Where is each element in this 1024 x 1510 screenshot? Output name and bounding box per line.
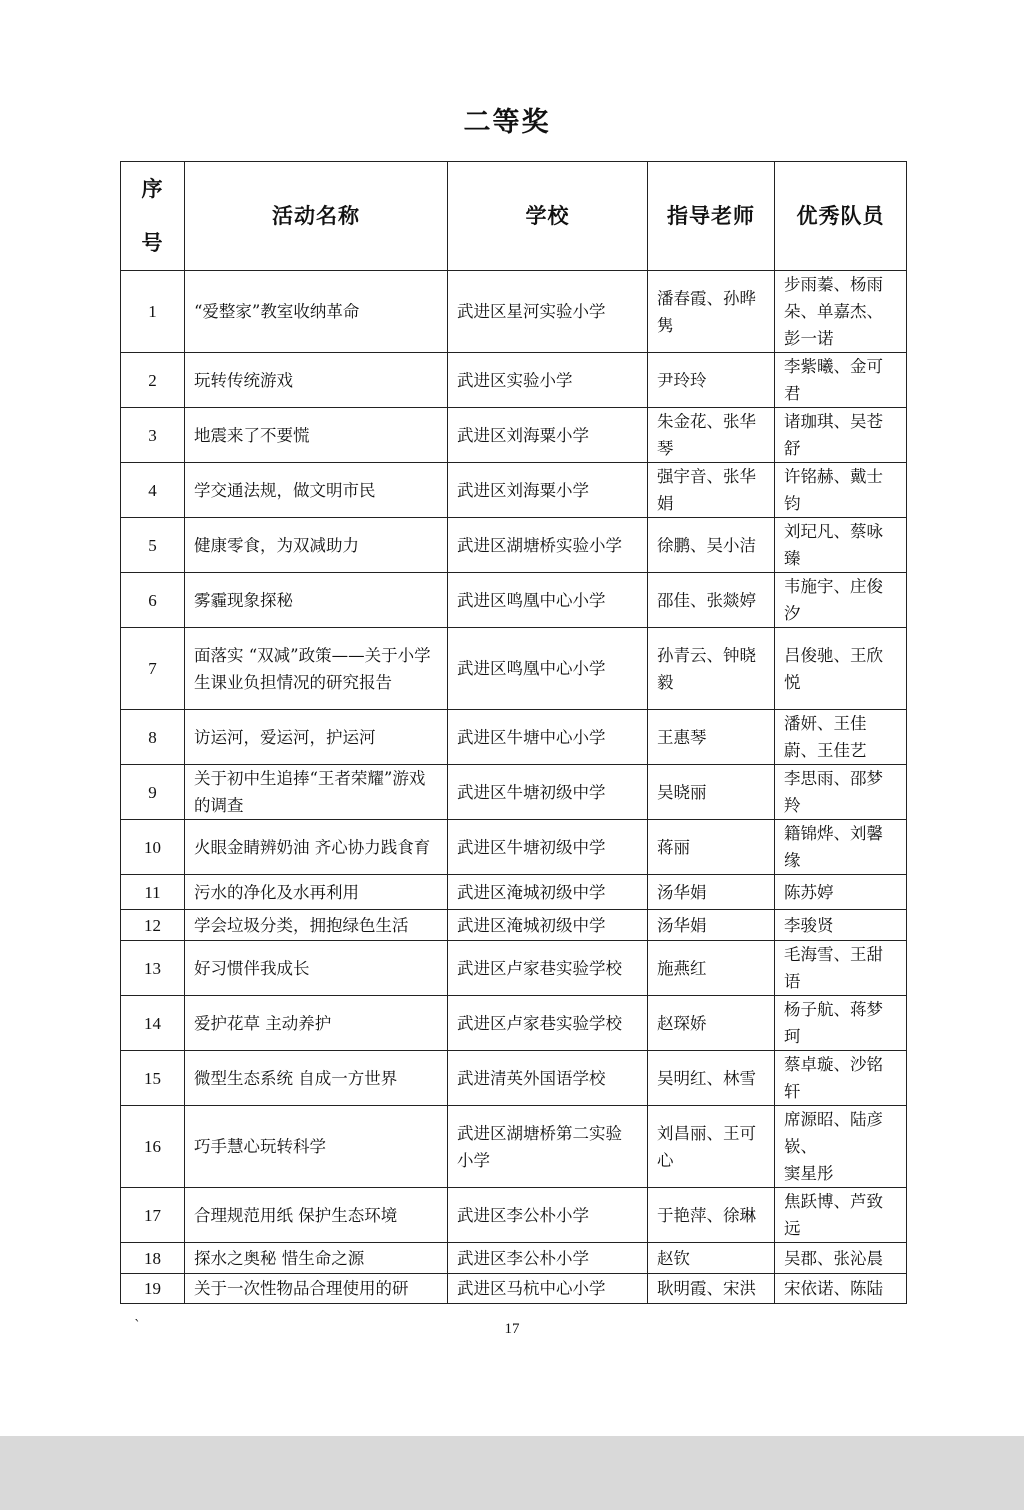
cell-activity: 探水之奥秘 惜生命之源 xyxy=(185,1243,448,1274)
cell-members: 吕俊驰、王欣悦 xyxy=(775,628,907,710)
cell-no: 3 xyxy=(121,408,185,463)
cell-school: 武进区卢家巷实验学校 xyxy=(448,996,648,1051)
cell-activity: 微型生态系统 自成一方世界 xyxy=(185,1051,448,1106)
cell-activity: 学交通法规，做文明市民 xyxy=(185,463,448,518)
cell-activity: 关于初中生追捧“王者荣耀”游戏的调查 xyxy=(185,765,448,820)
cell-no: 12 xyxy=(121,910,185,941)
cell-school: 武进区鸣凰中心小学 xyxy=(448,573,648,628)
table-row xyxy=(121,518,907,573)
table-row xyxy=(121,463,907,518)
header-school: 学校 xyxy=(448,162,648,271)
footer-mark: ` xyxy=(134,1318,141,1334)
cell-members: 杨子航、蒋梦珂 xyxy=(775,996,907,1051)
cell-members: 陈苏婷 xyxy=(775,875,907,910)
header-no-label: 序 号 xyxy=(141,177,164,255)
table-row xyxy=(121,910,907,941)
table-row xyxy=(121,941,907,996)
cell-members: 李骏贤 xyxy=(775,910,907,941)
cell-school: 武进区星河实验小学 xyxy=(448,271,648,353)
cell-no: 18 xyxy=(121,1243,185,1274)
cell-no: 8 xyxy=(121,710,185,765)
cell-school: 武进区鸣凰中心小学 xyxy=(448,628,648,710)
cell-activity: 好习惯伴我成长 xyxy=(185,941,448,996)
cell-teacher: 吴明红、林雪 xyxy=(648,1051,775,1106)
cell-teacher: 赵钦 xyxy=(648,1243,775,1274)
table-row xyxy=(121,1051,907,1106)
cell-teacher: 王惠琴 xyxy=(648,710,775,765)
cell-teacher: 刘昌丽、王可心 xyxy=(648,1106,775,1188)
header-activity: 活动名称 xyxy=(185,162,448,271)
awards-table xyxy=(120,161,907,1304)
table-row xyxy=(121,353,907,408)
table-row xyxy=(121,820,907,875)
cell-teacher: 孙青云、钟晓毅 xyxy=(648,628,775,710)
cell-school: 武进区刘海粟小学 xyxy=(448,463,648,518)
cell-activity: 爱护花草 主动养护 xyxy=(185,996,448,1051)
cell-teacher: 汤华娟 xyxy=(648,875,775,910)
cell-school: 武进区李公朴小学 xyxy=(448,1243,648,1274)
table-row xyxy=(121,271,907,353)
cell-no: 9 xyxy=(121,765,185,820)
table-header-row xyxy=(121,162,907,271)
cell-teacher: 吴晓丽 xyxy=(648,765,775,820)
cell-members: 李思雨、邵梦羚 xyxy=(775,765,907,820)
cell-members: 宋依诺、陈陆 xyxy=(775,1274,907,1304)
cell-members: 籍锦烨、刘馨缘 xyxy=(775,820,907,875)
cell-activity: 健康零食，为双减助力 xyxy=(185,518,448,573)
header-teacher: 指导老师 xyxy=(648,162,775,271)
cell-members: 韦施宇、庄俊汐 xyxy=(775,573,907,628)
table-row xyxy=(121,996,907,1051)
cell-activity: 面落实 “双减”政策——关于小学生课业负担情况的研究报告 xyxy=(185,628,448,710)
cell-activity: “爱整家”教室收纳革命 xyxy=(185,271,448,353)
cell-school: 武进区湖塘桥实验小学 xyxy=(448,518,648,573)
cell-teacher: 尹玲玲 xyxy=(648,353,775,408)
cell-no: 2 xyxy=(121,353,185,408)
header-members: 优秀队员 xyxy=(775,162,907,271)
table-row xyxy=(121,1188,907,1243)
cell-members: 许铭赫、戴士钧 xyxy=(775,463,907,518)
cell-school: 武进区刘海粟小学 xyxy=(448,408,648,463)
cell-school: 武进区实验小学 xyxy=(448,353,648,408)
cell-activity: 污水的净化及水再利用 xyxy=(185,875,448,910)
cell-teacher: 蒋丽 xyxy=(648,820,775,875)
cell-activity: 火眼金睛辨奶油 齐心协力践食育 xyxy=(185,820,448,875)
cell-no: 5 xyxy=(121,518,185,573)
table-row xyxy=(121,628,907,710)
cell-teacher: 朱金花、张华琴 xyxy=(648,408,775,463)
cell-no: 19 xyxy=(121,1274,185,1304)
cell-no: 7 xyxy=(121,628,185,710)
cell-teacher: 汤华娟 xyxy=(648,910,775,941)
cell-no: 14 xyxy=(121,996,185,1051)
page-title: 二等奖 xyxy=(463,107,551,138)
table-row xyxy=(121,1106,907,1188)
cell-teacher: 耿明霞、宋洪 xyxy=(648,1274,775,1304)
cell-no: 13 xyxy=(121,941,185,996)
cell-members: 诸珈琪、吴苍舒 xyxy=(775,408,907,463)
cell-school: 武进区湖塘桥第二实验小学 xyxy=(448,1106,648,1188)
cell-activity: 雾霾现象探秘 xyxy=(185,573,448,628)
cell-teacher: 赵琛娇 xyxy=(648,996,775,1051)
cell-teacher: 徐鹏、吴小洁 xyxy=(648,518,775,573)
cell-activity: 合理规范用纸 保护生态环境 xyxy=(185,1188,448,1243)
table-row xyxy=(121,1274,907,1304)
cell-school: 武进区淹城初级中学 xyxy=(448,910,648,941)
cell-no: 10 xyxy=(121,820,185,875)
cell-members: 毛海雪、王甜语 xyxy=(775,941,907,996)
cell-teacher: 于艳萍、徐琳 xyxy=(648,1188,775,1243)
cell-activity: 巧手慧心玩转科学 xyxy=(185,1106,448,1188)
cell-school: 武进区李公朴小学 xyxy=(448,1188,648,1243)
cell-school: 武进区马杭中心小学 xyxy=(448,1274,648,1304)
cell-no: 16 xyxy=(121,1106,185,1188)
cell-school: 武进区卢家巷实验学校 xyxy=(448,941,648,996)
cell-members: 席源昭、陆彦嵚、 窦星彤 xyxy=(775,1106,907,1188)
cell-teacher: 强宇音、张华娟 xyxy=(648,463,775,518)
cell-school: 武进区牛塘初级中学 xyxy=(448,765,648,820)
cell-no: 17 xyxy=(121,1188,185,1243)
table-row xyxy=(121,1243,907,1274)
cell-school: 武进区淹城初级中学 xyxy=(448,875,648,910)
cell-no: 6 xyxy=(121,573,185,628)
cell-activity: 关于一次性物品合理使用的研 xyxy=(185,1274,448,1304)
cell-no: 1 xyxy=(121,271,185,353)
table-row xyxy=(121,875,907,910)
cell-teacher: 潘春霞、孙晔隽 xyxy=(648,271,775,353)
cell-members: 潘妍、王佳蔚、王佳艺 xyxy=(775,710,907,765)
cell-teacher: 施燕红 xyxy=(648,941,775,996)
cell-teacher: 邵佳、张燚婷 xyxy=(648,573,775,628)
table-row xyxy=(121,408,907,463)
cell-members: 蔡卓璇、沙铭轩 xyxy=(775,1051,907,1106)
cell-members: 李紫曦、金可君 xyxy=(775,353,907,408)
cell-members: 步雨蓁、杨雨朵、单嘉杰、彭一诺 xyxy=(775,271,907,353)
table-body xyxy=(121,271,907,1304)
cell-members: 焦跃博、芦致远 xyxy=(775,1188,907,1243)
cell-no: 11 xyxy=(121,875,185,910)
cell-activity: 玩转传统游戏 xyxy=(185,353,448,408)
cell-activity: 地震来了不要慌 xyxy=(185,408,448,463)
cell-school: 武进区牛塘初级中学 xyxy=(448,820,648,875)
cell-members: 吴郡、张沁晨 xyxy=(775,1243,907,1274)
header-no xyxy=(121,162,185,271)
cell-no: 15 xyxy=(121,1051,185,1106)
table-row xyxy=(121,710,907,765)
cell-activity: 访运河，爱运河，护运河 xyxy=(185,710,448,765)
cell-no: 4 xyxy=(121,463,185,518)
table-row xyxy=(121,573,907,628)
table-row xyxy=(121,765,907,820)
page-number: 17 xyxy=(504,1321,520,1337)
cell-school: 武进区牛塘中心小学 xyxy=(448,710,648,765)
cell-school: 武进清英外国语学校 xyxy=(448,1051,648,1106)
cell-members: 刘玘凡、蔡咏臻 xyxy=(775,518,907,573)
cell-activity: 学会垃圾分类，拥抱绿色生活 xyxy=(185,910,448,941)
